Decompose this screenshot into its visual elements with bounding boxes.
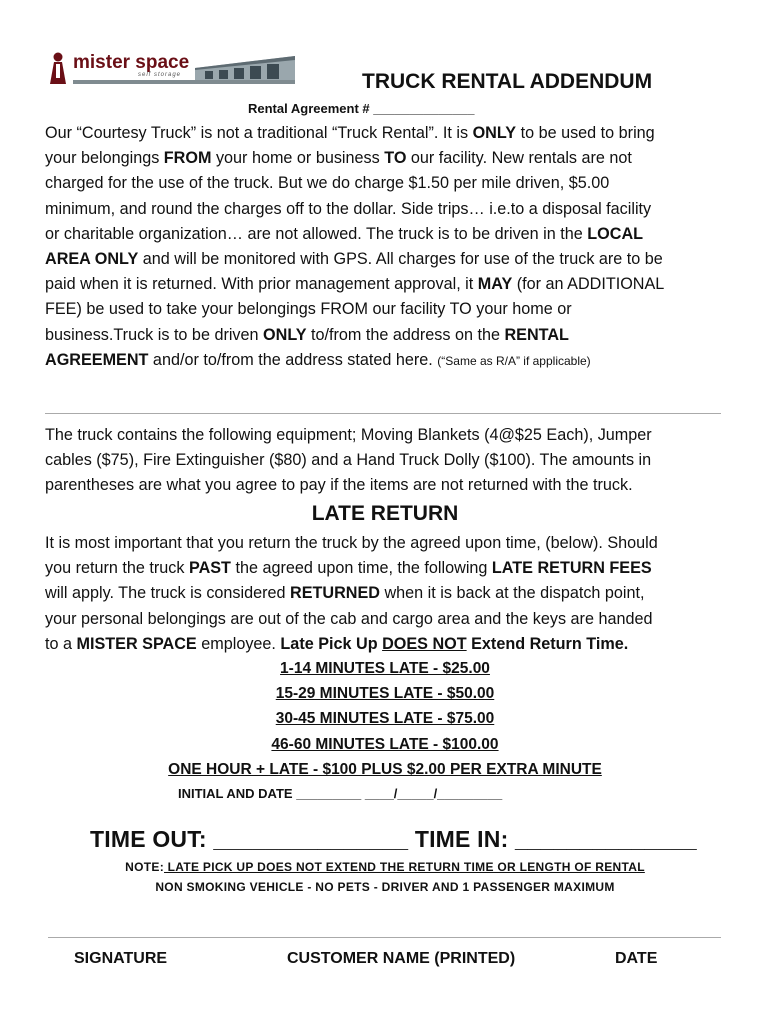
intro-line-9: business.Truck is to be driven ONLY to/from the address on the RENTAL <box>45 325 569 344</box>
late-line-2: you return the truck PAST the agreed upon time, the following LATE RETURN FEES <box>45 559 652 578</box>
fee-15-29: 15-29 MINUTES LATE - $50.00 <box>275 685 495 702</box>
document-title: TRUCK RENTAL ADDENDUM <box>362 70 653 93</box>
intro-line-3: charged for the use of the truck. But we do charge $1.50 per mile driven, $5.00 <box>45 174 610 193</box>
equipment-line-1: The truck contains the following equipment; Moving Blankets (4@$25 Each), Jumper <box>45 426 652 444</box>
logo-tagline: self storage <box>138 72 182 78</box>
late-return-paragraph <box>45 531 735 657</box>
intro-line-7: paid when it is returned. With prior management approval, it MAY (for an ADDITIONAL <box>45 275 665 294</box>
late-line-4: your personal belongings are out of the cab and cargo area and the keys are handed <box>45 609 653 628</box>
intro-line-5: or charitable organization… are not allowed. The truck is to be driven in the LOCAL <box>45 224 644 243</box>
intro-line-4: minimum, and round the charges off to the dollar. Side trips… i.e.to a disposal facility <box>45 199 652 218</box>
equipment-paragraph <box>45 423 735 499</box>
fee-30-45: 30-45 MINUTES LATE - $75.00 <box>275 710 495 727</box>
late-line-1: It is most important that you return the truck by the agreed upon time, (below). Should <box>45 534 658 552</box>
logo-name: mister space <box>73 52 190 73</box>
late-pickup-note: NOTE: LATE PICK UP DOES NOT EXTEND THE RETURN TIME OR LENGTH OF RENTAL <box>125 860 645 874</box>
intro-line-8: FEE) be used to take your belongings FROM our facility TO your home or <box>45 300 572 319</box>
address-line <box>45 413 721 414</box>
same-as-ra-note: (“Same as R/A” if applicable) <box>437 353 591 368</box>
vehicle-rules-note: NON SMOKING VEHICLE - NO PETS - DRIVER AND 1 PASSENGER MAXIMUM <box>155 880 615 894</box>
intro-line-6: AREA ONLY and will be monitored with GPS. All charges for use of the truck are to be <box>45 250 663 269</box>
date-label: DATE <box>615 950 658 967</box>
equipment-line-2: cables ($75), Fire Extinguisher ($80) and a Hand Truck Dolly ($100). The amounts in <box>45 451 652 470</box>
signature-label: SIGNATURE <box>74 950 168 967</box>
customer-name-label: CUSTOMER NAME (PRINTED) <box>287 950 516 967</box>
late-return-heading: LATE RETURN <box>311 502 459 525</box>
intro-line-1: Our “Courtesy Truck” is not a traditional “Truck Rental”. It is ONLY to be used to bring <box>45 124 655 142</box>
fee-1-14: 1-14 MINUTES LATE - $25.00 <box>280 660 490 677</box>
late-line-5: to a MISTER SPACE employee. Late Pick Up DOES NOT Extend Return Time. <box>45 634 629 653</box>
fee-46-60: 46-60 MINUTES LATE - $100.00 <box>271 736 499 753</box>
time-out-in-fields[interactable]: TIME OUT: _______________ TIME IN: ______________ <box>90 826 697 852</box>
fee-one-hour-plus: ONE HOUR + LATE - $100 PLUS $2.00 PER EXTRA MINUTE <box>168 761 602 778</box>
signature-line[interactable] <box>48 937 721 938</box>
intro-line-10: AGREEMENT and/or to/from the address stated here. (“Same as R/A” if applicable) <box>45 350 591 369</box>
rental-agreement-number: Rental Agreement # ______________ <box>248 101 475 116</box>
intro-line-2: your belongings FROM your home or business TO our facility. New rentals are not <box>45 149 632 168</box>
late-line-3: will apply. The truck is considered RETURNED when it is back at the dispatch point, <box>45 584 645 603</box>
initial-and-date-field[interactable]: INITIAL AND DATE _________ ____/_____/_________ <box>178 786 503 801</box>
intro-paragraph <box>45 121 735 374</box>
equipment-line-3: parentheses are what you agree to pay if the items are not returned with the truck. <box>45 476 633 495</box>
